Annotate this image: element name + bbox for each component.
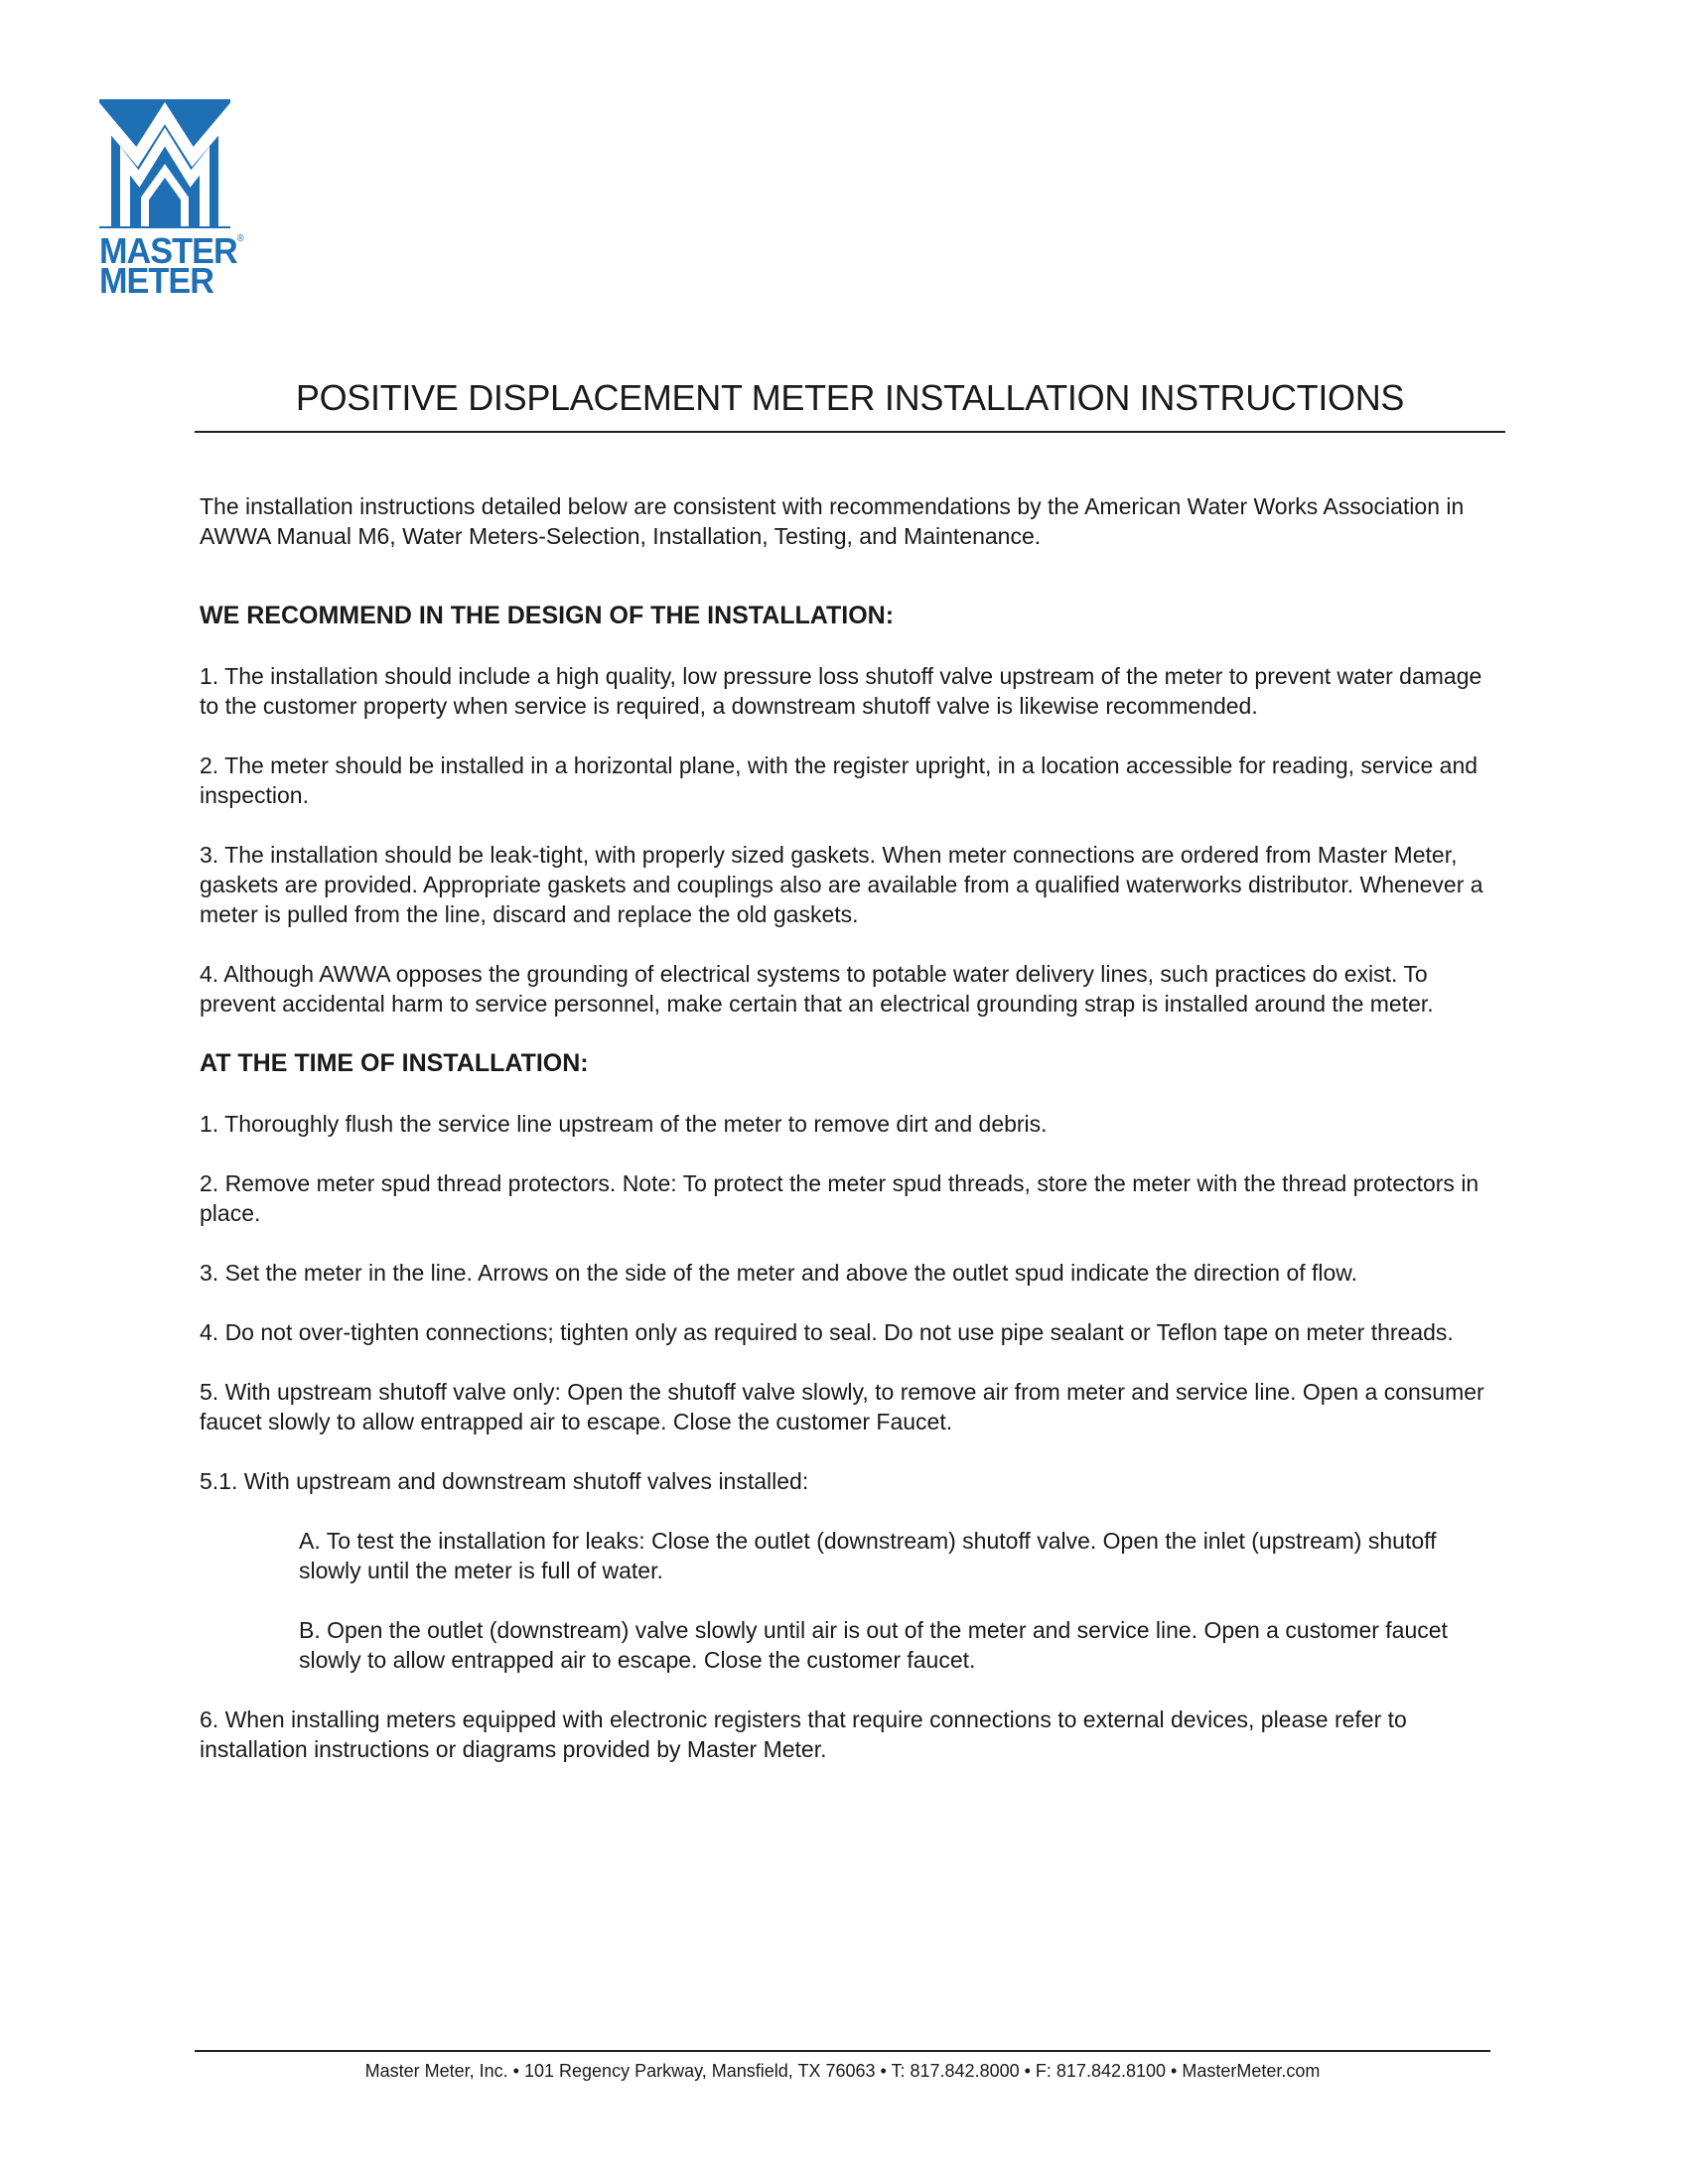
installation-item: 5.1. With upstream and downstream shutoff valves installed: [200, 1468, 809, 1494]
installation-item: 6. When installing meters equipped with electronic registers that require connections to external devices, please refer to installation instructions or diagrams provided by Master Meter. [200, 1706, 1407, 1762]
title-divider [195, 431, 1505, 433]
installation-item: 1. Thoroughly flush the service line upstream of the meter to remove dirt and debris. [200, 1111, 1048, 1137]
installation-sub-item: A. To test the installation for leaks: Close the outlet (downstream) shutoff valve. Open the inlet (upstream) shutoff slowly until the meter is full of water. [299, 1528, 1437, 1583]
design-item: 3. The installation should be leak-tight, with properly sized gaskets. When meter connections are ordered from Master Meter, gaskets are provided. Appropriate gaskets and couplings also are available from a qualified waterworks distributor. Whenever a meter is pulled from the line, discard and replace the old gaskets. [200, 842, 1483, 927]
installation-item: 4. Do not over-tighten connections; tighten only as required to seal. Do not use pipe sealant or Teflon tape on meter threads. [200, 1319, 1454, 1345]
logo-line-2: METER [99, 260, 213, 301]
intro-paragraph: The installation instructions detailed below are consistent with recommendations by the American Water Works Association in AWWA Manual M6, Water Meters-Selection, Installation, Testing, and Maintenance. [200, 493, 1465, 549]
installation-sub-item: B. Open the outlet (downstream) valve slowly until air is out of the meter and service line. Open a customer faucet slowly to allow entrapped air to escape. Close the customer faucet. [299, 1617, 1448, 1673]
master-meter-logo-mark [99, 99, 230, 228]
registered-mark: ® [236, 233, 243, 244]
footer-contact: Master Meter, Inc. • 101 Regency Parkway, Mansfield, TX 76063 • T: 817.842.8000 • F: 817.842.8100 • MasterMeter.com [364, 2061, 1321, 2081]
design-item: 4. Although AWWA opposes the grounding of electrical systems to potable water delivery lines, such practices do exist. To prevent accidental harm to service personnel, make certain that an electrical grounding strap is installed around the meter. [200, 961, 1434, 1017]
installation-item: 5. With upstream shutoff valve only: Open the shutoff valve slowly, to remove air from meter and service line. Open a consumer faucet slowly to allow entrapped air to escape. Close the customer Faucet. [200, 1379, 1484, 1434]
design-heading: WE RECOMMEND IN THE DESIGN OF THE INSTALLATION: [200, 602, 895, 629]
title-block [195, 377, 1505, 419]
footer-divider [195, 2050, 1490, 2052]
design-item: 1. The installation should include a high quality, low pressure loss shutoff valve upstream of the meter to prevent water damage to the customer property when service is required, a downstream shutoff valve is likewise recommended. [200, 663, 1482, 719]
logo-line-1: MASTER® [99, 230, 243, 271]
design-item: 2. The meter should be installed in a horizontal plane, with the register upright, in a location accessible for reading, service and inspection. [200, 752, 1478, 808]
logo-wordmark [99, 230, 243, 301]
page-title: POSITIVE DISPLACEMENT METER INSTALLATION INSTRUCTIONS [295, 377, 1405, 418]
document-body [200, 491, 1500, 1794]
installation-item: 3. Set the meter in the line. Arrows on the side of the meter and above the outlet spud indicate the direction of flow. [200, 1260, 1358, 1286]
installation-heading: AT THE TIME OF INSTALLATION: [200, 1049, 589, 1077]
installation-item: 2. Remove meter spud thread protectors. Note: To protect the meter spud threads, store the meter with the thread protectors in place. [200, 1170, 1479, 1226]
company-logo [99, 99, 243, 301]
